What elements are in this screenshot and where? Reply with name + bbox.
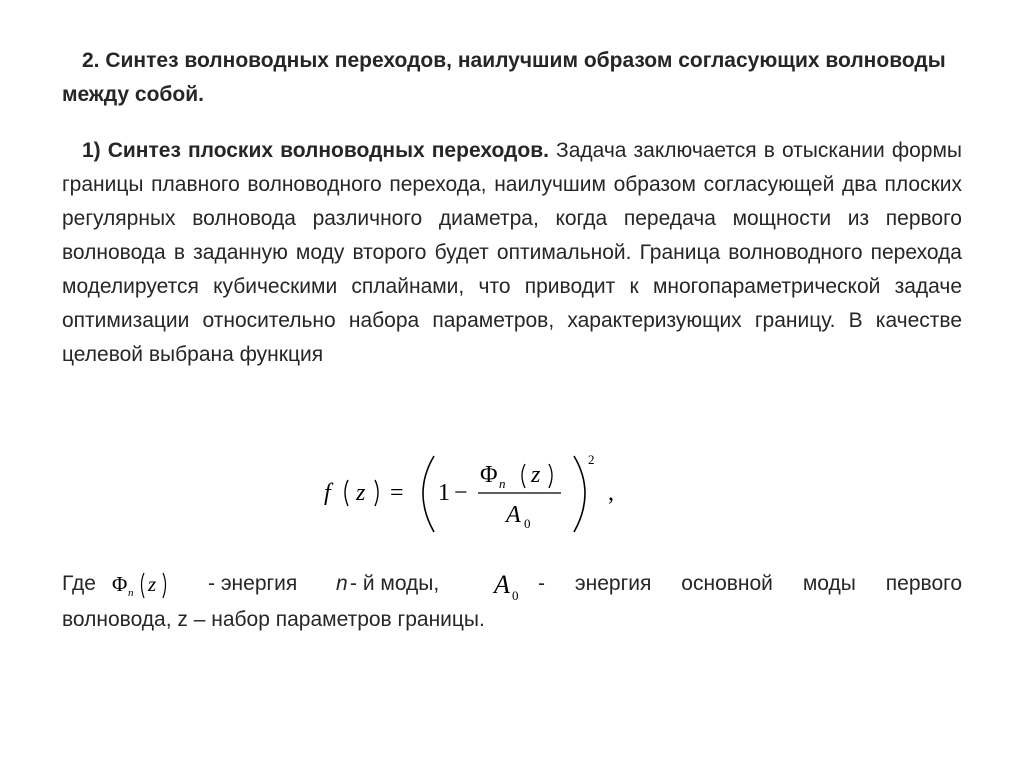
num-paren-left <box>522 464 525 488</box>
body-paragraph <box>62 134 962 372</box>
formula-comma: , <box>608 480 614 506</box>
formula-equals: = <box>390 480 404 506</box>
formula-den-a: A <box>506 502 521 528</box>
formula-num-z: z <box>531 462 541 488</box>
phi-n-paren-right <box>163 573 166 598</box>
definitions-paragraph <box>62 567 962 637</box>
paragraph-lead: 1) Синтез плоских волноводных переходов. <box>82 139 549 162</box>
paragraph-body: Задача заключается в отыскании формы границы плавного волноводного перехода, наилучшим образом согласующей два плоских регулярных волновода различного диаметра, когда передача мощности из первого волновода в заданную моду второго будет оптимальной. Граница волноводного перехода моделируется кубическими сплайнами, что приводит к многопараметрической задаче оптимизации относительно набора параметров, характеризующих границу. В качестве целевой выбрана функция <box>62 139 962 366</box>
a0-symbol <box>492 565 528 605</box>
big-paren-left <box>423 456 434 532</box>
num-paren-right <box>549 464 552 488</box>
n-italic: n <box>336 572 348 595</box>
objective-formula <box>318 450 638 536</box>
paren-right <box>375 480 378 506</box>
section-number: 2. <box>82 49 100 72</box>
formula-minus: − <box>454 480 468 506</box>
phi-n-symbol <box>110 565 172 603</box>
formula-power: 2 <box>588 452 595 467</box>
definitions-line-2: волновода, z – набор параметров границы. <box>62 608 485 631</box>
section-heading <box>62 44 962 112</box>
phi-n-z: z <box>148 572 157 596</box>
formula-lhs-z: z <box>356 480 366 506</box>
formula-phi-sub: n <box>499 476 506 491</box>
formula-phi: Φ <box>480 462 498 488</box>
gde-word: Где <box>62 572 96 595</box>
a0-a: A <box>494 570 510 599</box>
a0-sub: 0 <box>512 588 519 603</box>
base-mode-label: - энергия основной моды первого <box>538 572 962 595</box>
formula-one: 1 <box>438 480 450 506</box>
big-paren-right <box>574 456 585 532</box>
formula-f: f <box>324 480 331 506</box>
phi-n-sub: n <box>128 587 134 599</box>
paren-left <box>345 480 348 506</box>
phi-n-paren-left <box>142 573 145 598</box>
mode-label: - й моды, <box>350 572 440 595</box>
section-title: Синтез волноводных переходов, наилучшим образом согласующих волноводы между собой. <box>62 49 946 106</box>
phi-n-phi: Φ <box>112 572 128 596</box>
energy-label: - энергия <box>208 572 298 595</box>
formula-den-sub: 0 <box>524 516 531 531</box>
